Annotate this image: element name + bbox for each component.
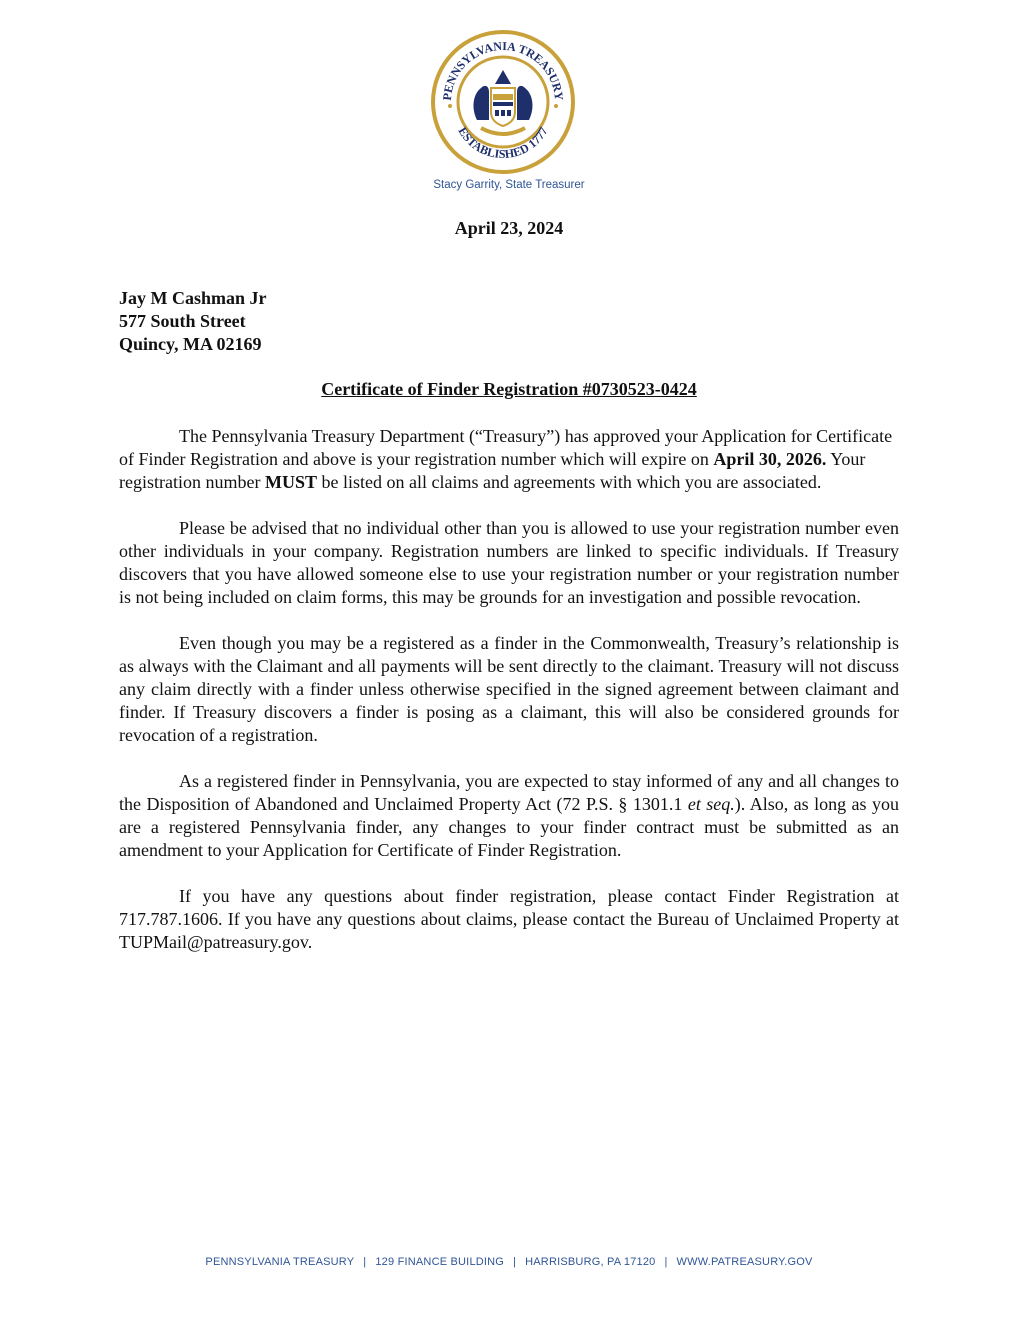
seal-top-text: PENNSYLVANIA TREASURY xyxy=(439,38,567,102)
text: Your registration number xyxy=(119,449,866,492)
footer-org: PENNSYLVANIA TREASURY xyxy=(205,1256,355,1268)
paragraph-usage-restriction: Please be advised that no individual other than you is allowed to use your registration number even other individuals in your company. Registration numbers are linked to specific individuals. If Treasury discovers that you have allowed someone else to use your registration number or your registration number is not being included on claim forms, this may be grounds for an investigation and possible revocation. xyxy=(119,518,899,607)
state-treasurer-name: Stacy Garrity, State Treasurer xyxy=(433,179,585,191)
text: be listed on all claims and agreements with which you are associated. xyxy=(316,472,822,492)
footer-website: WWW.PATREASURY.GOV xyxy=(676,1256,813,1268)
footer-separator: | xyxy=(513,1256,517,1268)
text: . xyxy=(307,932,313,952)
letter-body xyxy=(119,425,899,977)
et-seq: et seq. xyxy=(687,794,735,814)
footer-city: HARRISBURG, PA 17120 xyxy=(525,1256,656,1268)
paragraph-approval xyxy=(119,425,899,494)
expiration-date: April 30, 2026. xyxy=(713,449,827,469)
recipient-name: Jay M Cashman Jr xyxy=(119,288,267,308)
recipient-street: 577 South Street xyxy=(119,311,246,331)
recipient-address xyxy=(119,287,267,356)
text: The Pennsylvania Treasury Department (“Treasury”) has approved your Application for Certificate of Finder Registration and above is your registration number which will expire on xyxy=(119,426,893,469)
footer-separator: | xyxy=(664,1256,668,1268)
paragraph-contact xyxy=(119,885,899,954)
paragraph-stay-informed xyxy=(119,770,899,862)
text: As a registered finder in Pennsylvania, you are expected to stay informed of any and all changes to the Disposition of Abandoned and Unclaimed Property Act (72 P.S. § 1301.1 xyxy=(119,771,899,814)
treasury-seal-logo xyxy=(429,28,577,176)
recipient-city-state-zip: Quincy, MA 02169 xyxy=(119,334,262,354)
letterhead-footer xyxy=(0,1256,1018,1268)
paragraph-claimant-relationship: Even though you may be a registered as a finder in the Commonwealth, Treasury’s relationship is as always with the Claimant and all payments will be sent directly to the claimant. Treasury will not discuss any claim directly with a finder unless otherwise specified in the signed agreement between claimant and finder. If Treasury discovers a finder is posing as a claimant, this will also be considered grounds for revocation of a registration. xyxy=(119,633,899,745)
letter-date: April 23, 2024 xyxy=(454,218,564,238)
footer-address: 129 FINANCE BUILDING xyxy=(375,1256,505,1268)
certificate-title: Certificate of Finder Registration #0730523-0424 xyxy=(321,379,697,399)
text: ). Also, as long as you are a registered Pennsylvania finder, any changes to your finder contract must be submitted as an amendment to your Application for Certificate of Finder Registration. xyxy=(119,794,900,860)
footer-separator: | xyxy=(363,1256,367,1268)
emphasis-must: MUST xyxy=(264,472,317,492)
seal-bottom-text: ESTABLISHED 1777 xyxy=(455,124,551,162)
contact-email: TUPMail@patreasury.gov xyxy=(119,932,308,952)
text: If you have any questions about finder registration, please contact Finder Registration at 717.787.1606. If you have any questions about claims, please contact the Bureau of Unclaimed Property at xyxy=(119,886,899,929)
